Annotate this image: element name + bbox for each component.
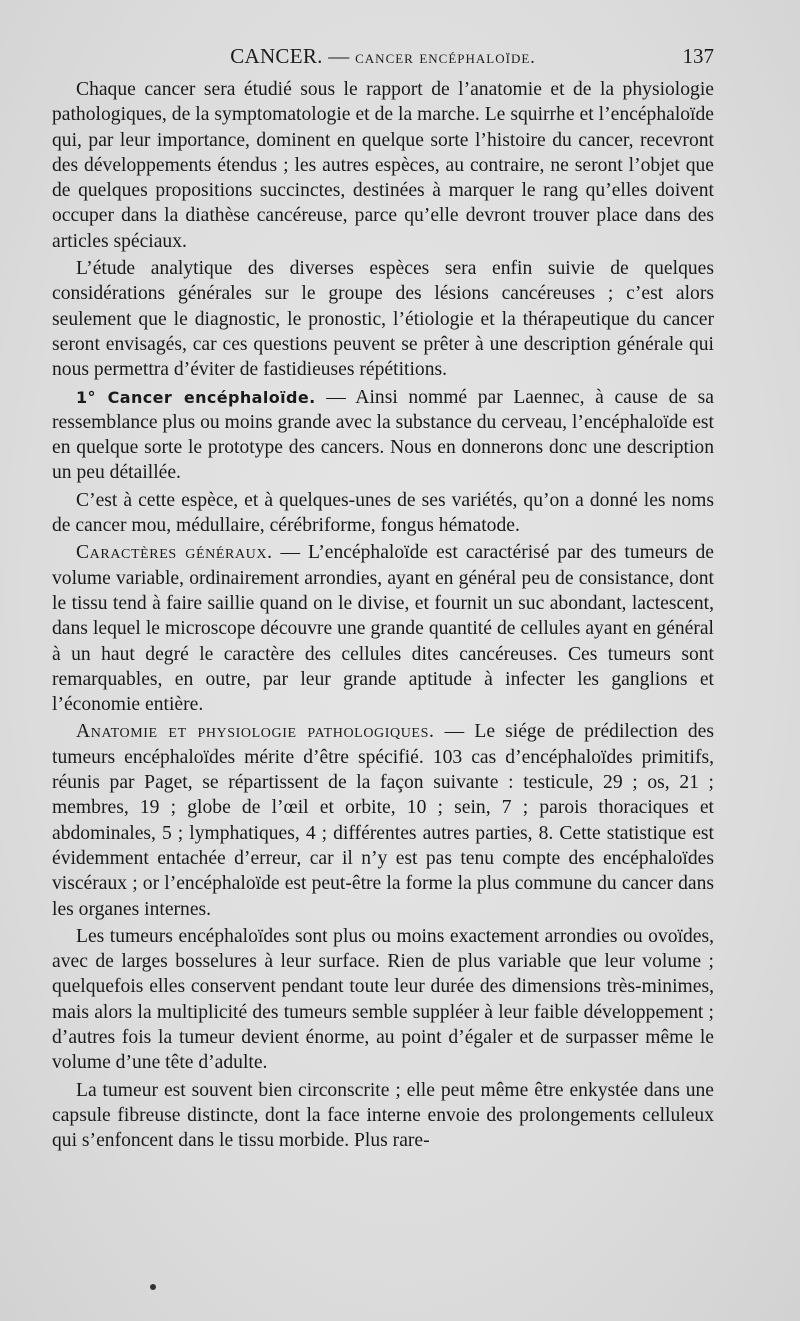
paragraph-text: — L’encéphaloïde est caractérisé par des tumeurs de volume variable, ordinairement arrondies, ayant en général peu de consistance, dont le tissu tend à faire saillie quand on le divise, et fournit un suc abondant, lactescent, dans lequel le microscope découvre une grande quantité de cellules ayant en général à un haut degré le caractère des cellules dites cancéreuses. Ces tumeurs sont remarquables, en outre, par leur grande aptitude à infecter les ganglions et l’économie entière.: [52, 542, 714, 716]
paragraph: [52, 924, 714, 1076]
paragraph-text: La tumeur est souvent bien circonscrite ; elle peut même être enkystée dans une capsule fibreuse distincte, dont la face interne envoie des prolongements celluleux qui s’enfoncent dans le tissu morbide. Plus rare-: [52, 1079, 714, 1152]
running-header: [52, 44, 714, 74]
running-title: [52, 44, 714, 69]
paragraph: [52, 488, 714, 539]
paragraph: [52, 719, 714, 921]
paragraph-text: Les tumeurs encéphaloïdes sont plus ou moins exactement arrondies ou ovoïdes, avec de larges bosselures à leur surface. Rien de plus variable que leur volume ; quelquefois elles conservent pendant toute leur durée des dimensions très-minimes, mais alors la multiplicité des tumeurs semble suppléer à leur faible développement ; d’autres fois la tumeur devient énorme, au point d’égaler et de surpasser même le volume d’une tête d’adulte.: [52, 925, 714, 1074]
paragraph-text: L’étude analytique des diverses espèces sera enfin suivie de quelques considérations générales sur le groupe des lésions cancéreuses ; c’est alors seulement que le diagnostic, le pronostic, l’étiologie et la thérapeutique du cancer seront envisagés, car ces questions peuvent se prêter à une description générale qui nous permettra d’éviter de fastidieuses répétitions.: [52, 258, 714, 381]
body-text: [52, 77, 714, 1155]
running-title-main: CANCER. —: [230, 44, 356, 68]
subsection-heading: Caractères généraux.: [76, 542, 273, 564]
paragraph: [52, 256, 714, 382]
paragraph: [52, 1078, 714, 1154]
paragraph-text: C’est à cette espèce, et à quelques-unes de ses variétés, qu’on a donné les noms de cancer mou, médullaire, cérébriforme, fongus hématode.: [52, 489, 714, 537]
ink-mark: [150, 1284, 156, 1290]
paragraph: [52, 540, 714, 717]
subsection-heading: Anatomie et physiologie pathologiques.: [76, 721, 435, 743]
paragraph: [52, 77, 714, 254]
paragraph-text: Chaque cancer sera étudié sous le rapport de l’anatomie et de la physiologie pathologiques, de la symptomatologie et de la marche. Le squirrhe et l’encéphaloïde qui, par leur importance, dominent en quelque sorte l’histoire du cancer, recevront des développements étendus ; les autres espèces, au contraire, ne seront l’objet que de quelques propositions succinctes, destinées à marquer le rang qu’elles doivent occuper dans la diathèse cancéreuse, parce qu’elle devront trouver place dans des articles spéciaux.: [52, 79, 714, 252]
paragraph: [52, 385, 714, 486]
section-heading: 1° Cancer encéphaloïde.: [76, 387, 316, 407]
paragraph-text: — Le siége de prédilection des tumeurs encéphaloïdes mérite d’être spécifié. 103 cas d’encéphaloïdes primitifs, réunis par Paget, se répartissent de la façon suivante : testicule, 29 ; os, 21 ; membres, 19 ; globe de l’œil et orbite, 10 ; sein, 7 ; parois thoraciques et abdominales, 5 ; lymphatiques, 4 ; différentes autres parties, 8. Cette statistique est évidemment entachée d’erreur, car il n’y est pas tenu compte des encéphaloïdes viscéraux ; or l’encéphaloïde est peut-être la forme la plus commune du cancer dans les organes internes.: [52, 721, 714, 920]
page-number: 137: [682, 44, 714, 68]
running-title-sub: cancer encéphaloïde.: [355, 47, 536, 67]
paragraph-text: — Ainsi nommé par Laennec, à cause de sa ressemblance plus ou moins grande avec la substance du cerveau, l’encéphaloïde est en quelque sorte le prototype des cancers. Nous en donnerons donc une description un peu détaillée.: [52, 386, 714, 484]
